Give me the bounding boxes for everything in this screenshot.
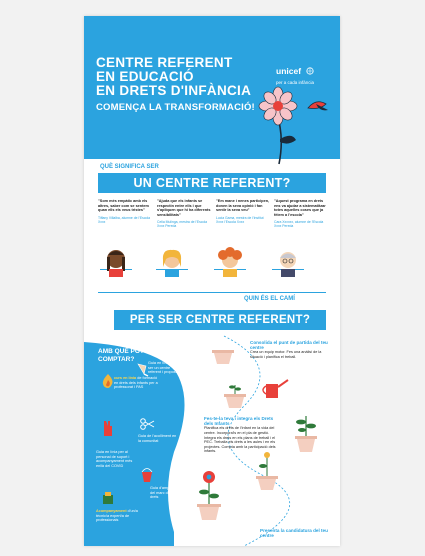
hero-banner [84, 16, 340, 159]
hero-title-line: CENTRE REFERENT [96, 55, 233, 70]
quote-author: Cara Xxxxxx, alumne de l'Escola Xxxx Pereda [274, 220, 324, 229]
quote-text: "Ajuda que els infants se respectin entre ells i que s'apliquen que hi ha diferents sensibilitats" [157, 199, 211, 217]
resource-item [138, 434, 180, 443]
bucket-icon [140, 468, 154, 482]
resources-title-line: COMPTAR? [98, 355, 135, 363]
step-title: Fes-te-la teva i integra els Drets dels Infants [204, 416, 274, 427]
resource-item [148, 361, 182, 375]
ladybug-icon [306, 100, 328, 114]
globe-icon [306, 67, 314, 75]
resource-text: Guia d'ampliació del marc dels drets [150, 486, 178, 500]
resource-item [114, 376, 158, 390]
step-text: Planifica els drets de l'infant en la vida del centre. Incorpora'ls en el pla de gestió. Integra els drets en els plans de treball i el PEC. Treballa els drets a les aules i en els projectes. Compta amb la participació dels infants. [204, 426, 276, 454]
hero-title [96, 56, 256, 98]
resource-item [96, 509, 140, 523]
step-title: Consolida el punt de partida del teu centre [250, 340, 328, 351]
teacher-avatar-icon [214, 247, 246, 277]
step-item [204, 416, 276, 454]
divider [98, 292, 326, 293]
quote-text: "Em mane i nenes participen, donen la seva opinió i fan sentir la seva veu" [216, 199, 270, 213]
resource-text: Guia en línia per al personal de suport i acompanyament més enllà del COVID [96, 450, 133, 468]
section2-tag [244, 296, 295, 303]
resource-text: de formació en drets dels infants per a professorat i PAS [114, 376, 158, 390]
quotes-row [96, 199, 328, 299]
section1-title: UN CENTRE REFERENT? [98, 173, 326, 193]
quote-card [157, 199, 211, 228]
quote-author: Tiffany Villalba, alumne de l'Escola Xxxx [98, 215, 151, 224]
quote-card [216, 199, 270, 224]
flower-icon [254, 84, 314, 164]
teacher-avatar-icon [156, 247, 188, 277]
quote-text: "Aquest programa en drets ens va ajudar a sistematitzar totes aquelles coses que ja fèiem a l'escola" [274, 199, 326, 217]
flame-icon [102, 374, 114, 388]
student-avatar-icon [272, 247, 304, 277]
section2-title: PER SER CENTRE REFERENT? [114, 310, 326, 330]
quote-author: Celia Mulinga, mestra de l'Escola Xxxx Pereda [157, 220, 208, 229]
section2-tag-line: QUIN ÉS EL CAMÍ [244, 296, 295, 302]
logo-tagline: per a cada infància [276, 80, 315, 85]
flower-pot-icon [196, 468, 222, 520]
hero-subtitle: COMENÇA LA TRANSFORMACIÓ! [96, 102, 255, 113]
logo-word: unicef [276, 66, 302, 76]
step-text: Crea un equip motor. Fes una anàlisi de la situació i planifica el treball. [250, 350, 322, 359]
plant-pot-icon [294, 412, 318, 452]
step-item [250, 340, 330, 360]
section1-tag: QUÈ SIGNIFICA SER [100, 164, 159, 170]
scissors-icon [140, 418, 154, 430]
watering-can-icon [260, 378, 290, 398]
step-item [260, 528, 330, 538]
step-title: Presenta la candidatura del teu centre [260, 528, 328, 539]
resource-text: d'un/a tècnic/a expert/a de professionals [96, 509, 138, 523]
resources-title-line: AMB QUÈ POTS [98, 348, 149, 355]
quote-text: "Som més empàtic amb els altres, saber com se sentem quan ells els veus tristes" [98, 199, 149, 213]
resource-item [96, 450, 136, 468]
bud-pot-icon [256, 450, 278, 490]
hero-title-line: EN DRETS D'INFÀNCIA [96, 83, 252, 98]
child-avatar-icon [100, 247, 132, 277]
pot-icon [212, 350, 234, 364]
resource-item [150, 486, 180, 500]
resource-text: Guia en línia per ser un centre referent i propostes [148, 361, 181, 375]
poster [84, 16, 340, 546]
quote-card [98, 199, 152, 224]
unicef-logo [276, 61, 314, 85]
quote-card [274, 199, 328, 228]
resource-text: Guia de l'acolliment en la comunitat [138, 434, 177, 443]
resource-highlight: curs en línia [114, 376, 137, 380]
quote-author: Lucia Gama, mestra de l'Institut Xxxx l'Escola Xxxx [216, 215, 264, 224]
seeds-icon [102, 492, 116, 504]
resource-highlight: Acompanyament [96, 509, 127, 513]
glove-icon [102, 420, 114, 436]
hero-title-line: EN EDUCACIÓ [96, 69, 194, 84]
sprout-pot-icon [224, 382, 246, 408]
